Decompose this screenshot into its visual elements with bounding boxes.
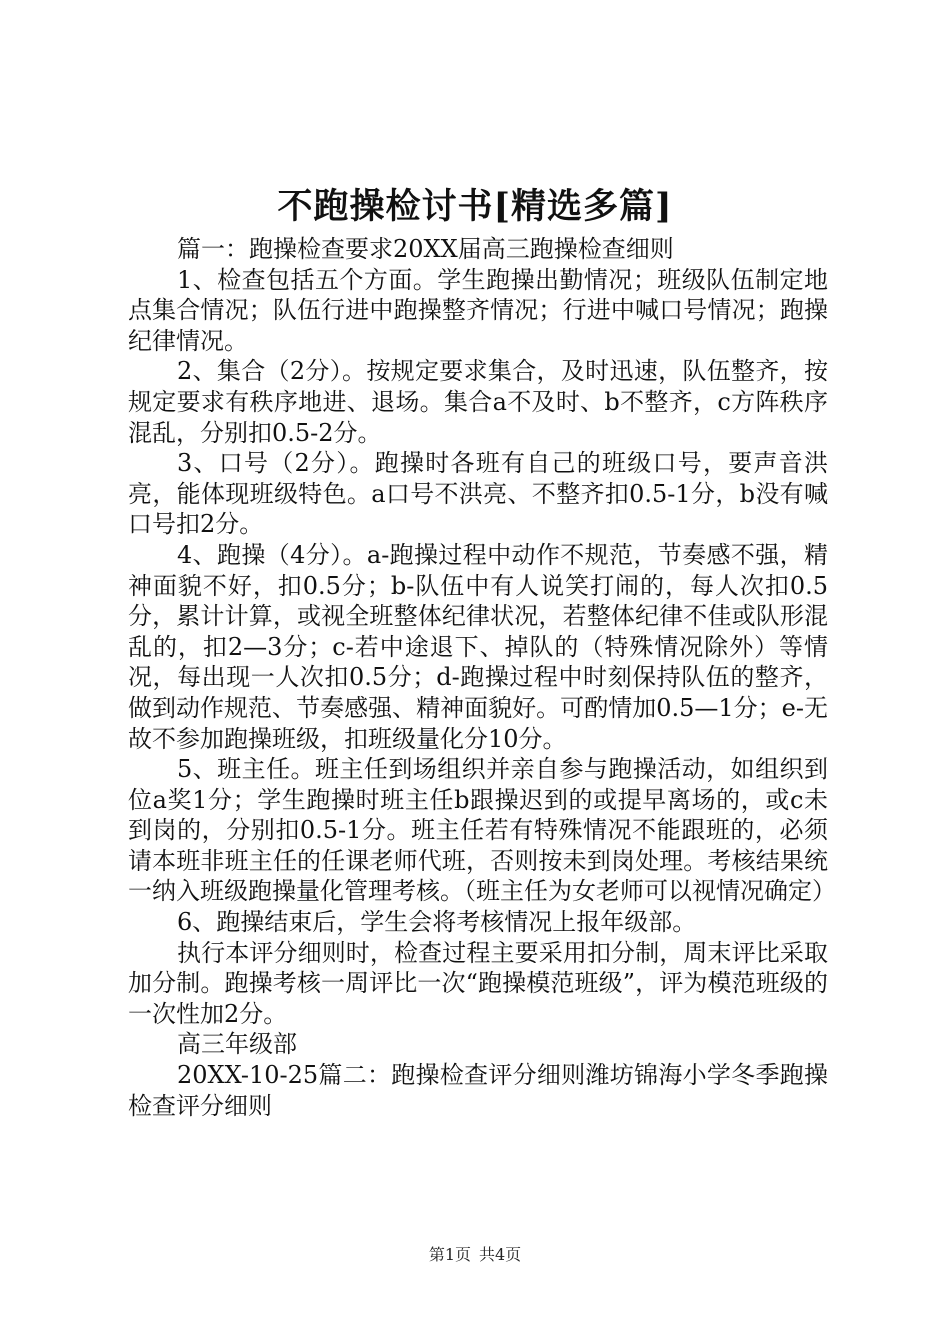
paragraph-date-section-two: 20XX-10-25篇二：跑操检查评分细则潍坊锦海小学冬季跑操检查评分细则 xyxy=(128,1061,828,1120)
page-footer xyxy=(0,1244,950,1266)
paragraph-item-3: 3、口号（2分）。跑操时各班有自己的班级口号，要声音洪亮，能体现班级特色。a口号不洪亮、不整齐扣0.5-1分，b没有喊口号扣2分。 xyxy=(128,449,828,539)
paragraph-item-6: 6、跑操结束后，学生会将考核情况上报年级部。 xyxy=(177,908,697,937)
paragraph-item-2: 2、集合（2分）。按规定要求集合，及时迅速，队伍整齐，按规定要求有秩序地进、退场。集合a不及时、b不整齐，c方阵秩序混乱，分别扣0.5-2分。 xyxy=(128,357,828,447)
paragraph-department: 高三年级部 xyxy=(177,1030,297,1059)
paragraph-item-5: 5、班主任。班主任到场组织并亲自参与跑操活动，如组织到位a奖1分；学生跑操时班主任b跟操迟到的或提早离场的，或c未到岗的，分别扣0.5-1分。班主任若有特殊情况不能跟班的，必须请本班非班主任的任课老师代班，否则按未到岗处理。考核结果统一纳入班级跑操量化管理考核。（班主任为女老师可以视情况确定） xyxy=(128,755,836,906)
document-body xyxy=(128,234,836,1121)
page-number: 第1页 xyxy=(428,1245,471,1264)
paragraph-item-1: 1、检查包括五个方面。学生跑操出勤情况；班级队伍制定地点集合情况；队伍行进中跑操整齐情况；行进中喊口号情况；跑操纪律情况。 xyxy=(128,265,828,355)
paragraph-scoring-note: 执行本评分细则时，检查过程主要采用扣分制，周末评比采取加分制。跑操考核一周评比一次“跑操模范班级”，评为模范班级的一次性加2分。 xyxy=(128,938,828,1028)
paragraph-item-4: 4、跑操（4分）。a-跑操过程中动作不规范，节奏感不强，精神面貌不好，扣0.5分；b-队伍中有人说笑打闹的，每人次扣0.5分，累计计算，或视全班整体纪律状况，若整体纪律不佳或队形混乱的，扣2—3分；c-若中途退下、掉队的（特殊情况除外）等情况，每出现一人次扣0.5分；d-跑操过程中时刻保持队伍的整齐，做到动作规范、节奏感强、精神面貌好。可酌情加0.5—1分；e-无故不参加跑操班级，扣班级量化分10分。 xyxy=(128,540,828,753)
page-total: 共4页 xyxy=(479,1245,522,1264)
paragraph-section-one-heading: 篇一：跑操检查要求20XX届高三跑操检查细则 xyxy=(177,235,674,263)
document-title: 不跑操检讨书[精选多篇] xyxy=(277,186,673,227)
